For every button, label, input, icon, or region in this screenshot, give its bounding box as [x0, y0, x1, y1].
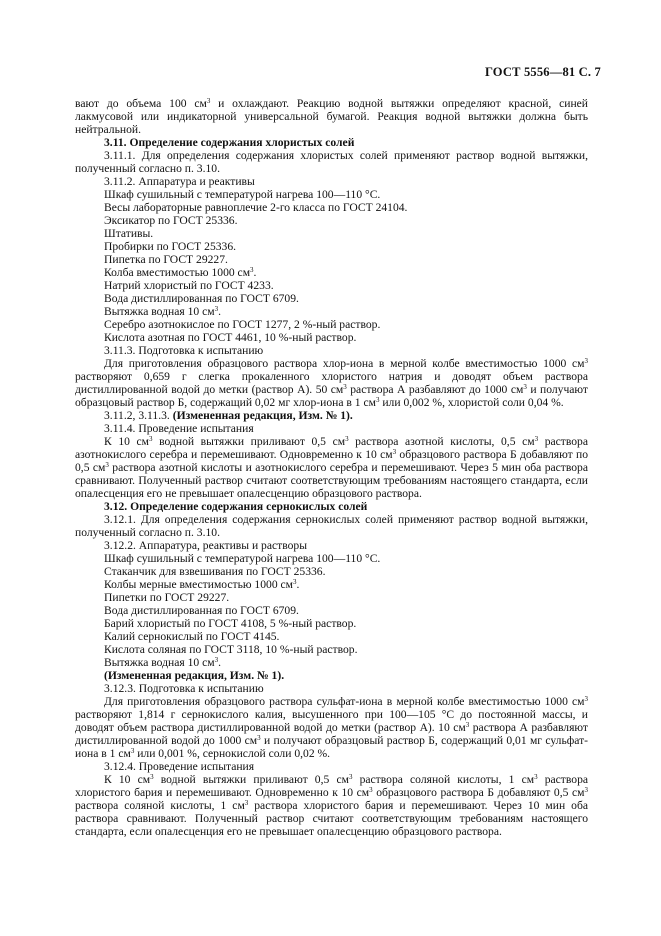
- paragraph-text: 3.12.2. Аппаратура, реактивы и растворы: [104, 539, 307, 552]
- paragraph-text: 3.12.1. Для определения содержания сернокислых солей применяют раствор водной вытяжки, полученный согласно п. 3.10.: [75, 513, 588, 539]
- paragraph: [75, 318, 588, 331]
- paragraph-text: вают до объема 100 $см^3$ и охлаждают. Реакцию водной вытяжки определяют красной, синей лакмусовой или индикаторной универсальной бумагой. Реакция водной вытяжки должна быть нейтральной.: [75, 97, 589, 136]
- paragraph: [75, 240, 588, 253]
- paragraph: [75, 227, 588, 240]
- paragraph: [75, 292, 588, 305]
- paragraph: [75, 331, 588, 344]
- paragraph: [75, 578, 588, 591]
- paragraph-text: Весы лабораторные равноплечие 2-го класса по ГОСТ 24104.: [104, 201, 408, 214]
- paragraph: [75, 422, 588, 435]
- paragraph: [75, 760, 588, 773]
- paragraph: [75, 591, 588, 604]
- paragraph: [75, 266, 588, 279]
- paragraph: [75, 279, 588, 292]
- paragraph-text: Пробирки по ГОСТ 25336.: [104, 240, 237, 253]
- paragraph: [75, 773, 588, 838]
- paragraph: [75, 97, 588, 136]
- paragraph-text: Шкаф сушильный с температурой нагрева 100—110 °С.: [104, 188, 381, 201]
- paragraph: [75, 669, 588, 682]
- paragraph: [75, 149, 588, 175]
- section-heading: [75, 136, 588, 149]
- paragraph-text: 3.11.1. Для определения содержания хлористых солей применяют раствор водной вытяжки, полученный согласно п. 3.10.: [75, 149, 588, 175]
- paragraph: [75, 357, 588, 409]
- paragraph: [75, 435, 588, 500]
- paragraph-text: Шкаф сушильный с температурой нагрева 100—110 °С.: [104, 552, 381, 565]
- paragraph-text: Кислота соляная по ГОСТ 3118, 10 %-ный раствор.: [104, 643, 358, 656]
- paragraph-text: 3.12.3. Подготовка к испытанию: [104, 682, 264, 695]
- paragraph-text: Натрий хлористый по ГОСТ 4233.: [104, 279, 274, 292]
- paragraph-text: Барий хлористый по ГОСТ 4108, 5 %-ный раствор.: [104, 617, 357, 630]
- document-body: [75, 97, 588, 838]
- paragraph-text: Для приготовления образцового раствора хлор-иона в мерной колбе вместимостью 1000 $см^3$ растворяют 0,659 г слегка прокаленного хлористого натрия и доводят объем раствора дистиллированной водой до метки (раствор А). 50 $см^3$ раствора А разбавляют до 1000 $см^3$ и получают образцовый раствор Б, содержащий 0,02 мг хлор-иона в 1 $см^3$ или 0,002 %, хлористой соли 0,04 %.: [75, 357, 588, 409]
- paragraph-text: Вода дистиллированная по ГОСТ 6709.: [104, 604, 299, 617]
- paragraph: [75, 643, 588, 656]
- paragraph-text: 3.11.2. Аппаратура и реактивы: [104, 175, 255, 188]
- paragraph-text: Вода дистиллированная по ГОСТ 6709.: [104, 292, 299, 305]
- paragraph: [75, 552, 588, 565]
- paragraph: [75, 565, 588, 578]
- paragraph-text: Колбы мерные вместимостью 1000 $см^3$.: [104, 578, 300, 591]
- paragraph-text: К 10 $см^3$ водной вытяжки приливают 0,5 $см^3$ раствора азотной кислоты, 0,5 $см^3$ раствора азотнокислого серебра и перемешивают. Одновременно к 10 $см^3$ образцового раствора Б добавляют по 0,5 $см^3$ раствора азотной кислоты и азотнокислого серебра и перемешивают. Через 5 мин оба раствора сравнивают. Полученный раствор считают соответствующим требованиям настоящего стандарта, если опалесценция его не превышает опалесценцию образцового раствора.: [75, 435, 588, 500]
- paragraph-text: Серебро азотнокислое по ГОСТ 1277, 2 %-ный раствор.: [104, 318, 381, 331]
- paragraph: [75, 682, 588, 695]
- paragraph: [75, 214, 588, 227]
- paragraph-text: 3.11. Определение содержания хлористых солей: [104, 136, 355, 149]
- paragraph-text: Калий сернокислый по ГОСТ 4145.: [104, 630, 280, 643]
- paragraph: [75, 344, 588, 357]
- paragraph: [75, 253, 588, 266]
- paragraph-text: К 10 $см^3$ водной вытяжки приливают 0,5 $см^3$ раствора соляной кислоты, 1 $см^3$ раствора хлористого бария и перемешивают. Одновременно к 10 $см^3$ образцового раствора Б добавляют 0,5 $см^3$ раствора соляной кислоты, 1 $см^3$ раствора хлористого бария и перемешивают. Через 10 мин оба раствора сравнивают. Полученный раствор считают соответствующим требованиям настоящего стандарта, если опалесценция его не превышает опалесценцию образцового раствора.: [75, 773, 589, 838]
- paragraph-text: Вытяжка водная 10 $см^3$.: [104, 305, 221, 318]
- paragraph: [75, 409, 588, 422]
- paragraph-text: Кислота азотная по ГОСТ 4461, 10 %-ный раствор.: [104, 331, 357, 344]
- section-heading: [75, 500, 588, 513]
- paragraph-text: 3.12.4. Проведение испытания: [104, 760, 255, 773]
- paragraph-text: Для приготовления образцового раствора сульфат-иона в мерной колбе вместимостью 1000 $см^3$ растворяют 1,814 г сернокислого калия, высушенного при 100—105 °С до постоянной массы, и доводят объем раствора дистиллированной водой до метки (раствор А). 10 $см^3$ раствора А разбавляют дистиллированной водой до 1000 $см^3$ и получают образцовый раствор Б, содержащий 0,01 мг сульфат-иона в 1 $см^3$ или 0,001 %, сернокислой соли 0,02 %.: [75, 695, 589, 760]
- paragraph: [75, 695, 588, 760]
- paragraph: [75, 175, 588, 188]
- paragraph: [75, 539, 588, 552]
- paragraph: [75, 604, 588, 617]
- paragraph: [75, 630, 588, 643]
- paragraph: [75, 513, 588, 539]
- paragraph-text: Пипетки по ГОСТ 29227.: [104, 591, 230, 604]
- paragraph-text: 3.11.2, 3.11.3.: [104, 409, 173, 422]
- paragraph-text: Стаканчик для взвешивания по ГОСТ 25336.: [104, 565, 326, 578]
- paragraph-text: Пипетка по ГОСТ 29227.: [104, 253, 228, 266]
- paragraph-text: Вытяжка водная 10 $см^3$.: [104, 656, 221, 669]
- paragraph-text: Штативы.: [104, 227, 154, 240]
- amendment-note: (Измененная редакция, Изм. № 1).: [172, 409, 353, 422]
- paragraph: [75, 201, 588, 214]
- page-header: ГОСТ 5556—81 С. 7: [484, 65, 601, 79]
- paragraph-text: Колба вместимостью 1000 $см^3$.: [104, 266, 257, 279]
- paragraph: [75, 617, 588, 630]
- paragraph-text: 3.12. Определение содержания сернокислых солей: [104, 500, 368, 513]
- paragraph: [75, 305, 588, 318]
- paragraph-text: 3.11.4. Проведение испытания: [104, 422, 254, 435]
- paragraph-text: (Измененная редакция, Изм. № 1).: [104, 669, 285, 682]
- paragraph-text: 3.11.3. Подготовка к испытанию: [104, 344, 264, 357]
- paragraph: [75, 656, 588, 669]
- paragraph-text: Эксикатор по ГОСТ 25336.: [104, 214, 238, 227]
- paragraph: [75, 188, 588, 201]
